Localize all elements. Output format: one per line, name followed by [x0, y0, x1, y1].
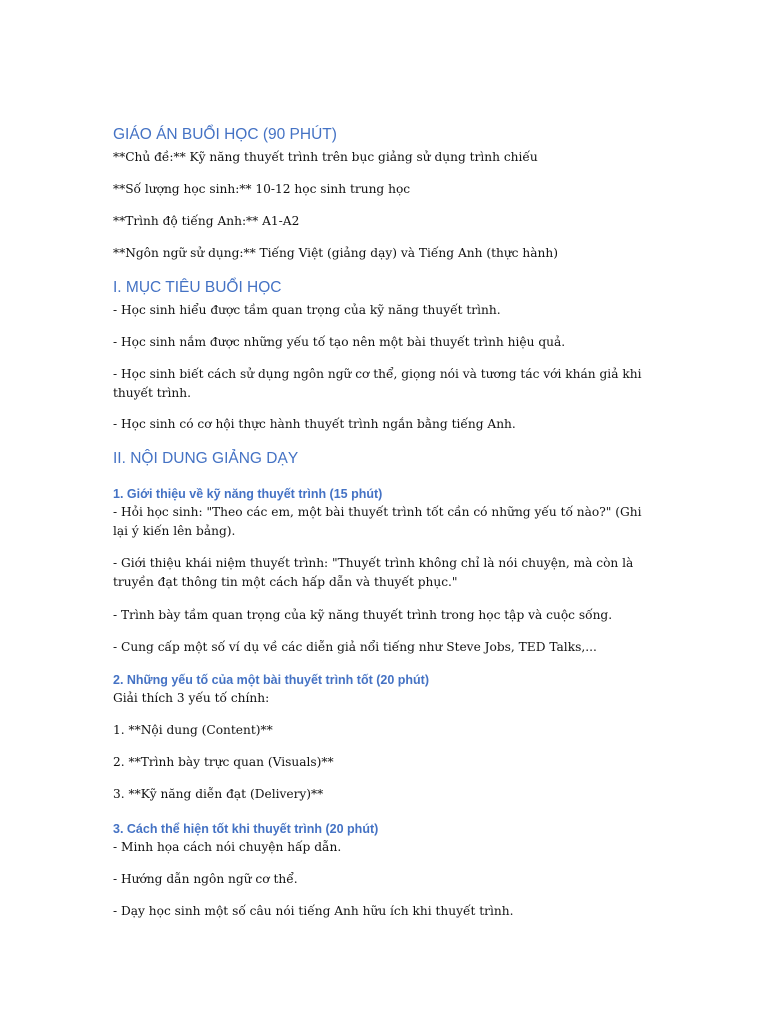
content-item: - Trình bày tầm quan trọng của kỹ năng thuyết trình trong học tập và cuộc sống.	[113, 608, 613, 622]
content-item: 2. **Trình bày trực quan (Visuals)**	[113, 755, 334, 769]
content-item: 1. **Nội dung (Content)**	[113, 723, 273, 737]
content-item: - Hướng dẫn ngôn ngữ cơ thể.	[113, 872, 298, 886]
page-title: GIÁO ÁN BUỔI HỌC (90 PHÚT)	[113, 126, 337, 143]
meta-english-level: **Trình độ tiếng Anh:** A1-A2	[113, 214, 300, 228]
objective-item: - Học sinh biết cách sử dụng ngôn ngữ cơ thể, giọng nói và tương tác với khán giả khi thuyết trình.	[113, 367, 642, 400]
subsection3-heading: 3. Cách thể hiện tốt khi thuyết trình (20 phút)	[113, 822, 379, 836]
meta-student-count: **Số lượng học sinh:** 10-12 học sinh trung học	[113, 182, 411, 196]
subsection2-heading: 2. Những yếu tố của một bài thuyết trình tốt (20 phút)	[113, 673, 429, 687]
meta-topic: **Chủ đề:** Kỹ năng thuyết trình trên bục giảng sử dụng trình chiếu	[113, 150, 538, 164]
section2-heading: II. NỘI DUNG GIẢNG DẠY	[113, 450, 299, 467]
objective-item: - Học sinh có cơ hội thực hành thuyết trình ngắn bằng tiếng Anh.	[113, 417, 516, 431]
objective-item: - Học sinh hiểu được tầm quan trọng của kỹ năng thuyết trình.	[113, 303, 501, 317]
section1-heading: I. MỤC TIÊU BUỔI HỌC	[113, 279, 282, 296]
meta-language: **Ngôn ngữ sử dụng:** Tiếng Việt (giảng dạy) và Tiếng Anh (thực hành)	[113, 246, 558, 260]
content-item: 3. **Kỹ năng diễn đạt (Delivery)**	[113, 787, 324, 801]
content-item: - Minh họa cách nói chuyện hấp dẫn.	[113, 840, 342, 854]
content-item: - Cung cấp một số ví dụ về các diễn giả nổi tiếng như Steve Jobs, TED Talks,...	[113, 640, 597, 654]
content-item: Giải thích 3 yếu tố chính:	[113, 691, 270, 705]
content-item: - Hỏi học sinh: "Theo các em, một bài thuyết trình tốt cần có những yếu tố nào?" (Ghi lại ý kiến lên bảng).	[113, 505, 642, 538]
content-item: - Dạy học sinh một số câu nói tiếng Anh hữu ích khi thuyết trình.	[113, 904, 514, 918]
objective-item: - Học sinh nắm được những yếu tố tạo nên một bài thuyết trình hiệu quả.	[113, 335, 566, 349]
subsection1-heading: 1. Giới thiệu về kỹ năng thuyết trình (15 phút)	[113, 487, 383, 501]
content-item: - Giới thiệu khái niệm thuyết trình: "Thuyết trình không chỉ là nói chuyện, mà còn là truyền đạt thông tin một cách hấp dẫn và thuyết phục."	[113, 556, 634, 589]
